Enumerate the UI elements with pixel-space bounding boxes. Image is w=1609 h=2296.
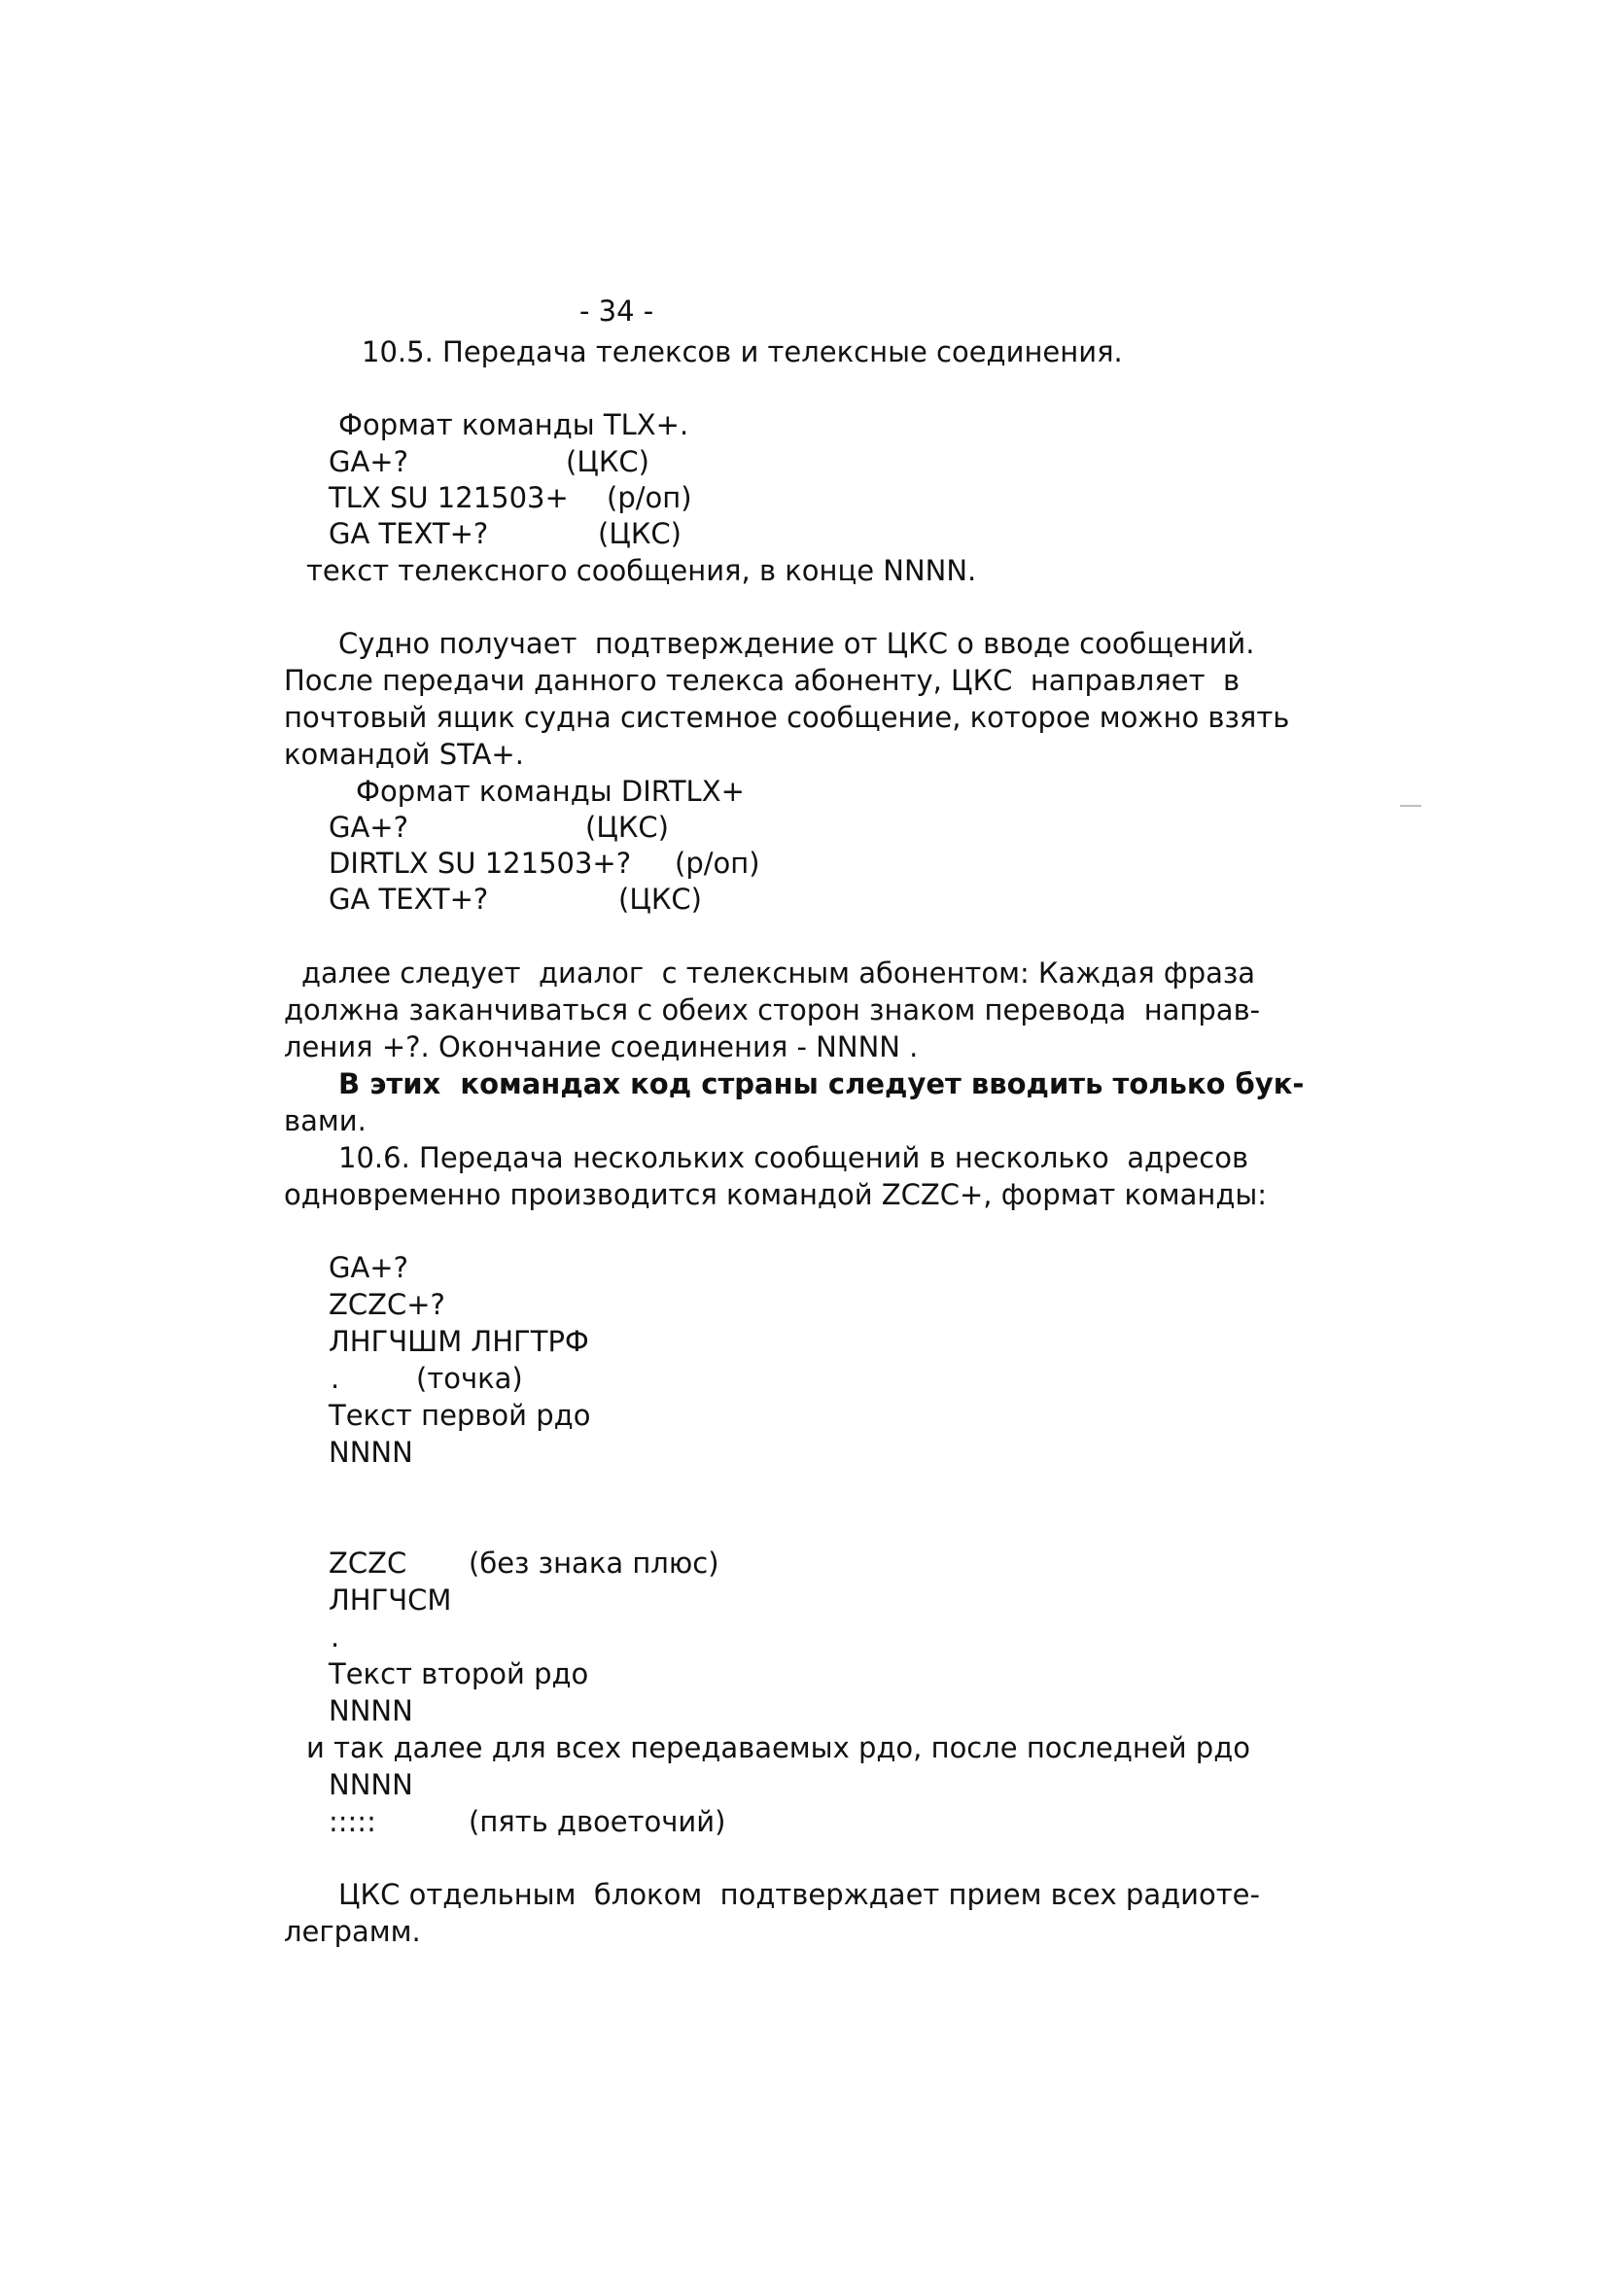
colons-note: (пять двоеточий): [469, 1805, 726, 1838]
paragraph-line: почтовый ящик судна системное сообщение, которое можно взять: [284, 701, 1290, 734]
command-line: GA TEXT+?: [329, 517, 489, 550]
block2-zczc-note: (без знака плюс): [469, 1547, 719, 1580]
block1-end: NNNN: [329, 1436, 413, 1469]
dirtlx-format-label: Формат команды DIRTLX+: [356, 775, 745, 808]
note-line: В этих командах код страны следует вводить только бук-: [338, 1067, 1305, 1100]
colons: :::::: [329, 1805, 376, 1838]
final-end: NNNN: [329, 1768, 413, 1801]
block1-addresses: ЛНГЧШМ ЛНГТРФ: [329, 1325, 589, 1358]
section-intro-10-6: 10.6. Передача нескольких сообщений в несколько адресов: [338, 1141, 1249, 1174]
block2-end: NNNN: [329, 1694, 413, 1727]
section-heading-10-5: 10.5. Передача телексов и телексные соединения.: [362, 335, 1123, 368]
command-line: TLX SU 121503+: [329, 481, 569, 514]
paragraph-line: Судно получает подтверждение от ЦКС о вводе сообщений.: [338, 627, 1255, 660]
paragraph-line: должна заканчиваться с обеих сторон знаком перевода направ-: [284, 993, 1261, 1026]
command-note: (р/оп): [607, 481, 692, 514]
command-note: (ЦКС): [566, 445, 649, 478]
block2-dot: .: [331, 1620, 340, 1653]
paragraph-line: далее следует диалог с телексным абонентом: Каждая фраза: [301, 957, 1256, 990]
paragraph-line: После передачи данного телекса абоненту, ЦКС направляет в: [284, 664, 1241, 697]
command-note: (р/оп): [675, 847, 760, 880]
command-note: (ЦКС): [598, 517, 682, 550]
block2-address: ЛНГЧСМ: [329, 1583, 452, 1617]
tlx-format-label: Формат команды TLX+.: [338, 408, 689, 441]
command-note: (ЦКС): [585, 811, 669, 844]
block1-text: Текст первой рдо: [329, 1399, 591, 1432]
tlx-tail-text: текст телексного сообщения, в конце NNNN.: [306, 554, 977, 587]
command-line: GA TEXT+?: [329, 883, 489, 916]
block1-ga: GA+?: [329, 1251, 409, 1284]
block1-zczc: ZCZC+?: [329, 1288, 445, 1321]
block1-dot: .: [331, 1362, 340, 1395]
command-note: (ЦКС): [618, 883, 702, 916]
command-line: DIRTLX SU 121503+?: [329, 847, 632, 880]
continue-text: и так далее для всех передаваемых рдо, после последней рдо: [306, 1731, 1250, 1764]
paragraph-line: ления +?. Окончание соединения - NNNN .: [284, 1030, 919, 1063]
page-number: - 34 -: [579, 295, 654, 328]
paragraph-line: командой STA+.: [284, 738, 524, 771]
closing-line: леграмм.: [284, 1915, 421, 1948]
section-intro-10-6: одновременно производится командой ZCZC+, формат команды:: [284, 1178, 1268, 1211]
block1-dot-note: (точка): [416, 1362, 523, 1395]
command-line: GA+?: [329, 445, 409, 478]
block2-text: Текст второй рдо: [329, 1657, 589, 1690]
block2-zczc: ZCZC: [329, 1547, 407, 1580]
closing-line: ЦКС отдельным блоком подтверждает прием всех радиоте-: [338, 1878, 1260, 1911]
command-line: GA+?: [329, 811, 409, 844]
note-line: вами.: [284, 1104, 367, 1137]
scan-mark: [1400, 805, 1421, 807]
